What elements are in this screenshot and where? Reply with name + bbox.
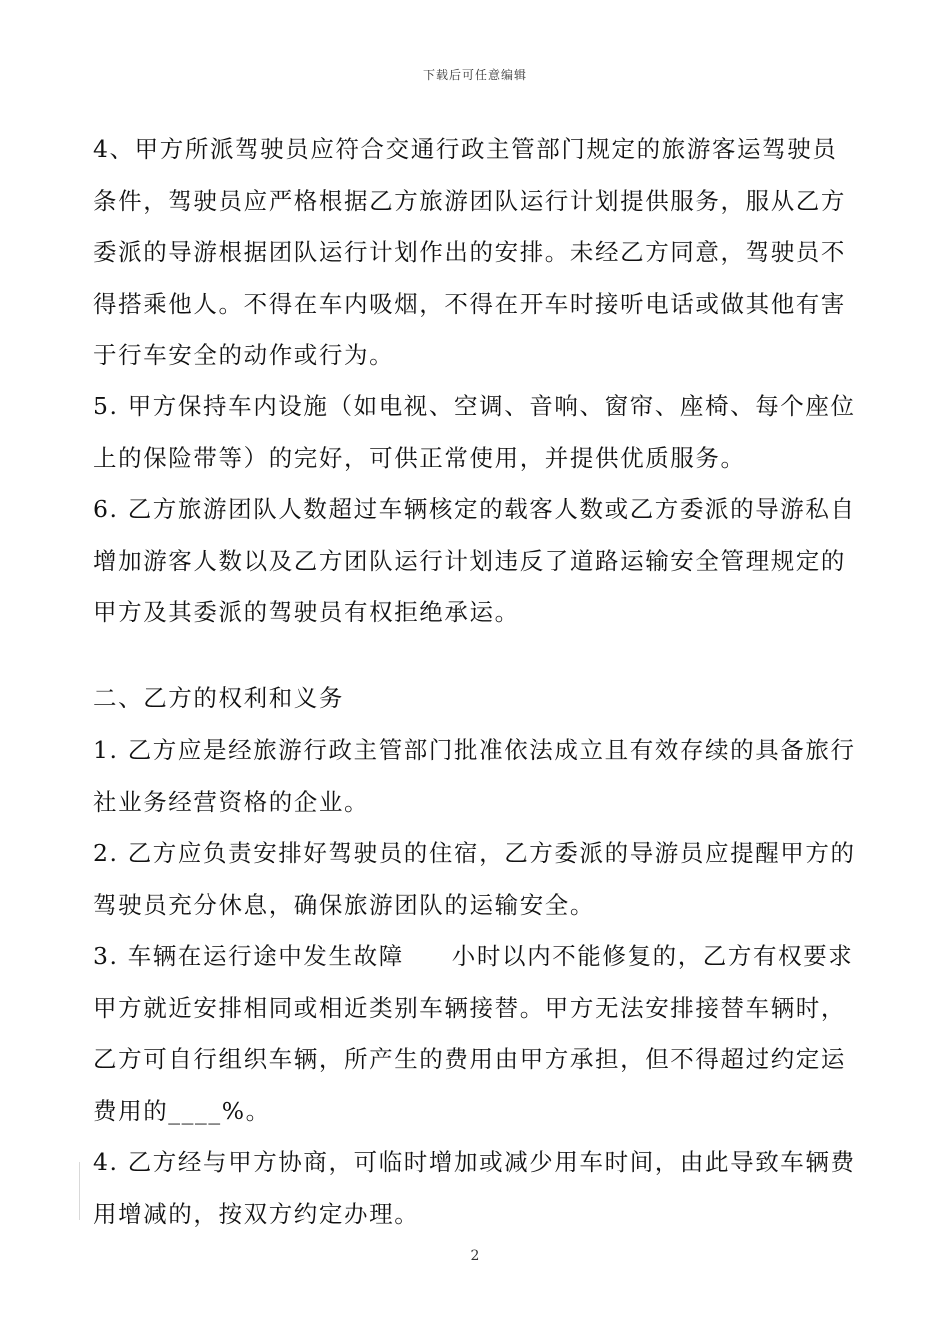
text-line: 甲方及其委派的驾驶员有权拒绝承运。: [93, 598, 520, 626]
clause-paragraph: [93, 381, 863, 484]
text-line: 上的保险带等）的完好，可供正常使用，并提供优质服务。: [93, 443, 746, 472]
text-line: 社业务经营资格的企业。: [93, 787, 370, 816]
page-header: 下载后可任意编辑: [422, 68, 527, 82]
text-line: 4、甲方所派驾驶员应符合交通行政主管部门规定的旅游客运驾驶员: [93, 135, 838, 163]
text-line: 委派的导游根据团队运行计划作出的安排。未经乙方同意，驾驶员不: [93, 238, 846, 266]
clause-paragraph: [93, 931, 863, 1137]
text-line: 4. 乙方经与甲方协商，可临时增加或减少用车时间，由此导致车辆费: [93, 1148, 856, 1176]
section-heading: [93, 673, 863, 725]
text-line: 5. 甲方保持车内设施（如电视、空调、音响、窗帘、座椅、每个座位: [93, 392, 856, 420]
text-line: [93, 931, 863, 983]
text-line: 用增减的，按双方约定办理。: [93, 1199, 420, 1228]
text-line: 6. 乙方旅游团队人数超过车辆核定的载客人数或乙方委派的导游私自: [93, 495, 856, 523]
text-line: 费用的____%。: [93, 1096, 271, 1125]
margin-rule: [79, 1162, 80, 1220]
clause-paragraph: [93, 828, 863, 931]
clause-paragraph: [93, 1137, 863, 1240]
clause-paragraph: [93, 124, 863, 382]
text-line: 增加游客人数以及乙方团队运行计划违反了道路运输安全管理规定的: [93, 546, 846, 575]
text-line: 驾驶员充分休息，确保旅游团队的运输安全。: [93, 890, 595, 919]
heading-text: 二、乙方的权利和义务: [93, 684, 344, 712]
clause-paragraph: [93, 484, 863, 639]
text-line: 1. 乙方应是经旅游行政主管部门批准依法成立且有效存续的具备旅行: [93, 736, 856, 764]
text-line: 于行车安全的动作或行为。: [93, 341, 395, 369]
clause-paragraph: [93, 725, 863, 828]
page-number: 2: [470, 1248, 480, 1264]
text-line: 甲方就近安排相同或相近类别车辆接替。甲方无法安排接替车辆时，: [93, 993, 846, 1022]
text-line: 条件，驾驶员应严格根据乙方旅游团队运行计划提供服务，服从乙方: [93, 186, 846, 215]
text-line: 乙方可自行组织车辆，所产生的费用由甲方承担，但不得超过约定运: [93, 1045, 846, 1073]
text-line: 得搭乘他人。不得在车内吸烟，不得在开车时接听电话或做其他有害: [93, 289, 846, 318]
text-fragment: 3. 车辆在运行途中发生故障: [93, 942, 404, 970]
text-fragment: 小时以内不能修复的，乙方有权要求: [451, 942, 854, 970]
text-line: 2. 乙方应负责安排好驾驶员的住宿，乙方委派的导游员应提醒甲方的: [93, 839, 856, 867]
